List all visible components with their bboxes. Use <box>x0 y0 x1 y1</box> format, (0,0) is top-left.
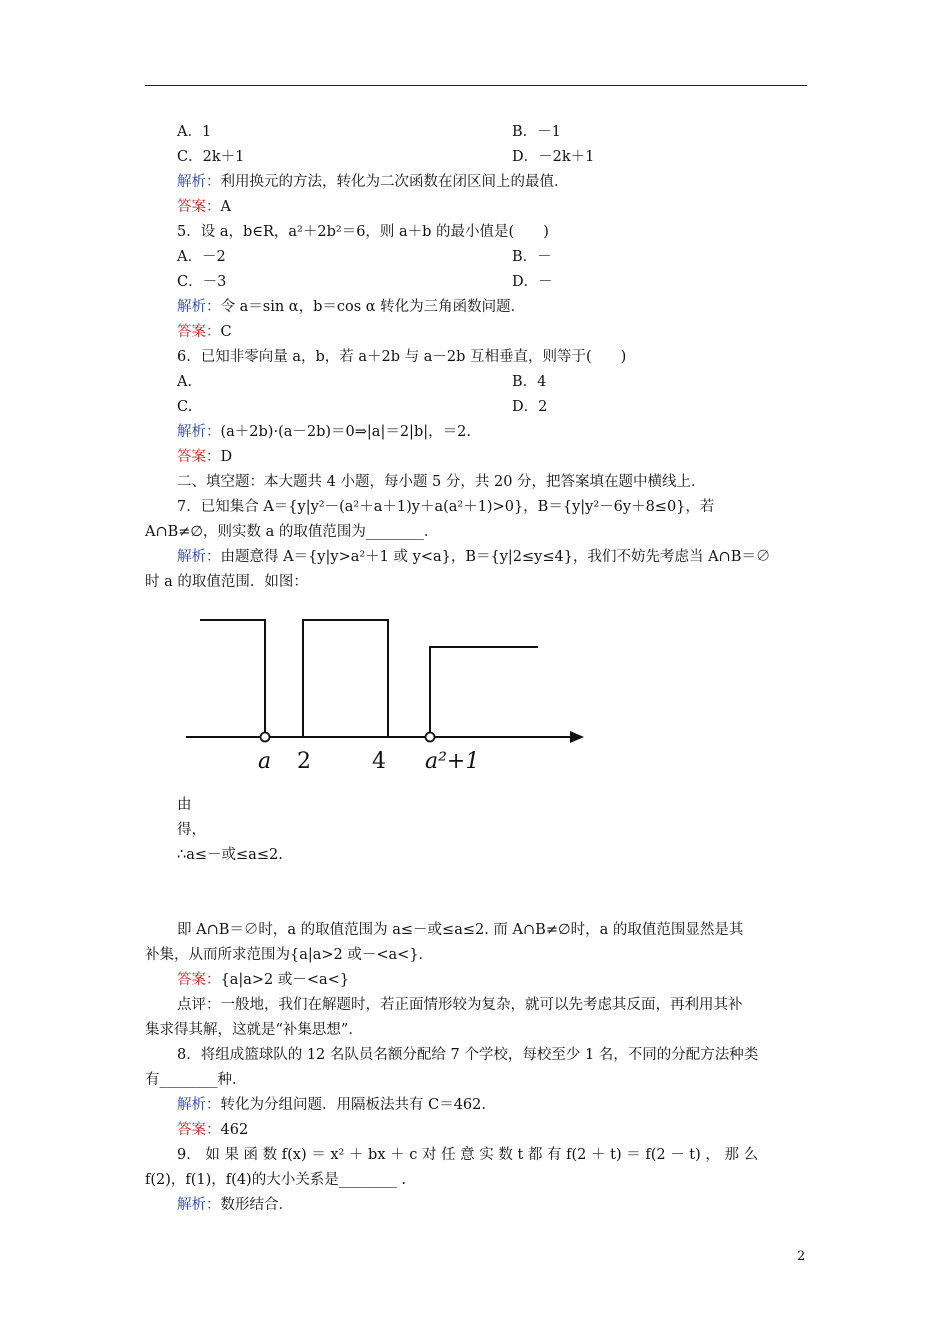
q7-from: 由 <box>177 797 192 813</box>
section-2-heading: 二、填空题：本大题共 4 小题，每小题 5 分，共 20 分，把答案填在题中横线上． <box>177 474 706 490</box>
q4-option-d: D．－2k＋1 <box>512 149 595 165</box>
analysis-label: 解析： <box>177 299 221 315</box>
q7-analysis-line2: 时 a 的取值范围．如图： <box>145 574 308 590</box>
set-a-left-region <box>200 620 265 737</box>
q9-stem-line1: 9． 如 果 函 数 f(x) ＝ x² ＋ bx ＋ c 对 任 意 实 数 t 都 有 f(2 ＋ t) ＝ f(2 － t) ， 那 么 <box>177 1147 759 1163</box>
q4-option-c: C．2k＋1 <box>177 149 245 165</box>
analysis-text: 令 a＝sin α，b＝cos α 转化为三角函数问题． <box>220 299 526 315</box>
analysis-text: 由题意得 A＝{y|y>a²＋1 或 y<a}，B＝{y|2≤y≤4}，我们不妨先考虑当 A∩B＝∅ <box>220 549 771 565</box>
q5-option-d: D．－ <box>512 274 553 290</box>
answer-label: 答案： <box>177 449 221 465</box>
q7-get: 得， <box>177 822 206 838</box>
analysis-label: 解析： <box>177 424 221 440</box>
analysis-text: 数形结合． <box>220 1197 293 1213</box>
analysis-text: (a＋2b)·(a－2b)＝0⇒|a|＝2|b|，＝2. <box>220 424 471 440</box>
tick-label-a: a <box>258 749 272 774</box>
open-point-a2plus1 <box>426 733 435 742</box>
q7-stem-line1: 7．已知集合 A＝{y|y²－(a²＋a＋1)y＋a(a²＋1)>0}，B＝{y|y²－6y＋8≤0}，若 <box>177 499 715 515</box>
set-b-region <box>303 620 388 737</box>
answer-text: C <box>220 324 232 340</box>
q6-option-d: D．2 <box>512 399 548 415</box>
q4-answer <box>177 197 231 217</box>
answer-text: 462 <box>220 1122 249 1138</box>
q4-analysis <box>177 172 569 192</box>
analysis-label: 解析： <box>177 1197 221 1213</box>
q7-therefore: ∴a≤－或≤a≤2. <box>177 847 283 863</box>
analysis-text: 利用换元的方法，转化为二次函数在闭区间上的最值． <box>220 174 569 190</box>
q6-analysis <box>177 422 471 442</box>
tick-label-4: 4 <box>372 749 386 774</box>
analysis-label: 解析： <box>177 1097 221 1113</box>
q6-option-b: B．4 <box>512 374 547 390</box>
header-rule <box>145 85 807 86</box>
q4-option-b: B．－1 <box>512 124 561 140</box>
number-line-diagram <box>180 605 600 780</box>
q8-answer <box>177 1120 248 1140</box>
q8-stem-line1: 8．将组成篮球队的 12 名队员名额分配给 7 个学校，每校至少 1 名，不同的分配方法种类 <box>177 1047 759 1063</box>
q7-analysis-line1 <box>177 547 770 567</box>
q6-stem: 6．已知非零向量 a，b，若 a＋2b 与 a－2b 互相垂直，则等于( ) <box>177 349 627 365</box>
q7-comment-line1 <box>177 995 743 1015</box>
answer-text: D <box>220 449 233 465</box>
answer-label: 答案： <box>177 1122 221 1138</box>
q9-stem-line2: f(2)，f(1)，f(4)的大小关系是________ . <box>145 1172 406 1188</box>
tick-label-2: 2 <box>297 749 311 774</box>
analysis-text: 转化为分组问题．用隔板法共有 C＝462. <box>220 1097 486 1113</box>
q5-stem: 5．设 a，b∈R，a²＋2b²＝6，则 a＋b 的最小值是( ) <box>177 224 549 240</box>
open-point-a <box>261 733 270 742</box>
analysis-label: 解析： <box>177 549 221 565</box>
q5-option-c: C．－3 <box>177 274 227 290</box>
comment-text: 一般地，我们在解题时，若正面情形较为复杂，就可以先考虑其反面，再利用其补 <box>220 997 743 1013</box>
q8-analysis <box>177 1095 486 1115</box>
answer-text: {a|a>2 或－<a<} <box>220 972 350 988</box>
set-a-right-region <box>430 647 538 737</box>
tick-label-a2plus1: a²+1 <box>425 749 480 774</box>
q5-option-b: B．－ <box>512 249 552 265</box>
comment-label: 点评： <box>177 997 221 1013</box>
q6-answer <box>177 447 232 467</box>
q7-comment-line2: 集求得其解，这就是“补集思想”． <box>145 1022 363 1038</box>
page-number: 2 <box>797 1249 806 1264</box>
q6-option-a: A. <box>177 374 193 390</box>
answer-label: 答案： <box>177 972 221 988</box>
axis-arrow-icon <box>570 731 584 743</box>
q5-analysis <box>177 297 525 317</box>
q7-conclusion-line2: 补集，从而所求范围为{a|a>2 或－<a<}． <box>145 947 434 963</box>
analysis-label: 解析： <box>177 174 221 190</box>
answer-label: 答案： <box>177 199 221 215</box>
q7-conclusion-line1: 即 A∩B＝∅时，a 的取值范围为 a≤－或≤a≤2. 而 A∩B≠∅时，a 的取值范围显然是其 <box>177 922 744 938</box>
answer-text: A <box>220 199 231 215</box>
q5-answer <box>177 322 232 342</box>
q5-option-a: A．－2 <box>177 249 226 265</box>
q4-option-a: A．1 <box>177 124 212 140</box>
q7-stem-line2: A∩B≠∅，则实数 a 的取值范围为________． <box>145 524 439 540</box>
q8-stem-line2: 有________种． <box>145 1072 247 1088</box>
answer-label: 答案： <box>177 324 221 340</box>
q6-option-c: C. <box>177 399 193 415</box>
q7-answer <box>177 970 349 990</box>
q9-analysis <box>177 1195 293 1215</box>
